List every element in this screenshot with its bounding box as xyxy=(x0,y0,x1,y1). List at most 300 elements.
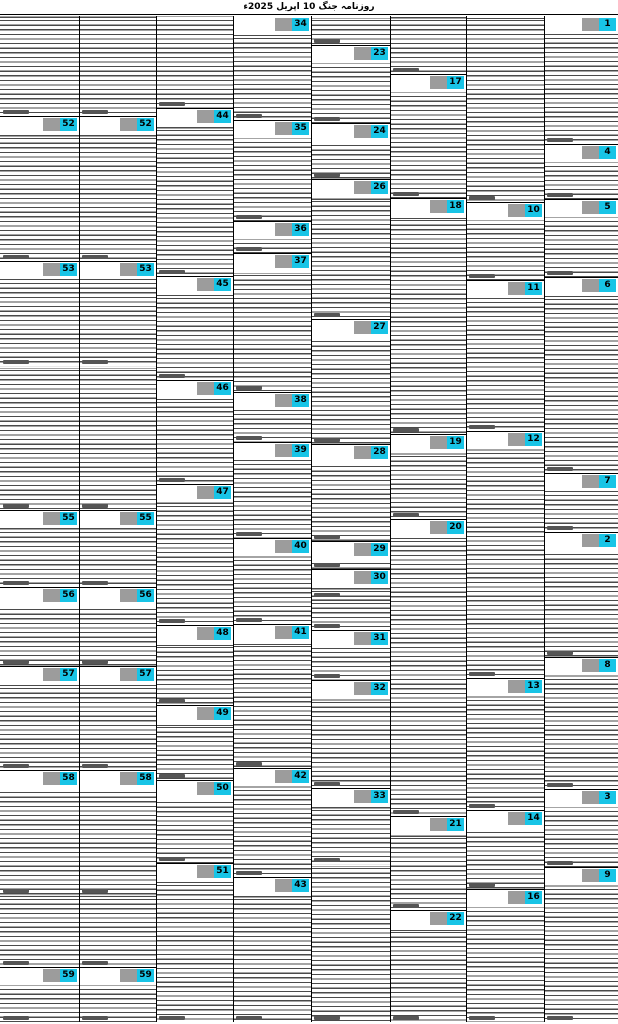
ad-number: 52 xyxy=(60,118,77,131)
ad-signature-mark xyxy=(547,651,573,655)
ad-signature-mark xyxy=(159,478,185,482)
ad-category-tag xyxy=(508,891,525,904)
ad-number-badge xyxy=(275,626,309,639)
classified-ad xyxy=(0,770,79,896)
classified-ad xyxy=(311,541,390,570)
ad-category-tag xyxy=(275,540,292,553)
classified-ad xyxy=(79,666,156,771)
ad-number-badge xyxy=(582,659,616,672)
classified-ad xyxy=(466,280,544,432)
ad-text-lines xyxy=(156,881,233,1022)
ad-category-tag xyxy=(354,571,371,584)
ad-signature-mark xyxy=(314,674,340,678)
ad-number: 38 xyxy=(292,394,309,407)
classified-ad xyxy=(466,678,544,811)
ad-text-lines xyxy=(544,885,618,1022)
ad-category-tag xyxy=(275,223,292,236)
ad-signature-mark xyxy=(159,374,185,378)
ad-category-tag xyxy=(197,782,214,795)
ad-signature-mark xyxy=(3,961,29,965)
ad-number-badge xyxy=(582,869,616,882)
ad-category-tag xyxy=(430,818,447,831)
ad-category-tag xyxy=(120,668,137,681)
column-divider xyxy=(79,16,80,1022)
ad-number-badge xyxy=(120,668,154,681)
ad-category-tag xyxy=(43,512,60,525)
ad-number-badge xyxy=(275,122,309,135)
classified-ad xyxy=(311,123,390,180)
ad-signature-mark xyxy=(547,861,573,865)
ad-text-lines xyxy=(544,295,618,473)
ad-signature-mark xyxy=(314,39,340,43)
classified-ad xyxy=(390,434,466,520)
ad-text-lines xyxy=(390,928,466,1022)
ad-text-lines xyxy=(156,723,233,780)
ad-text-lines xyxy=(390,92,466,198)
classified-ad xyxy=(544,657,618,790)
ad-signature-mark xyxy=(3,660,29,664)
ad-signature-mark xyxy=(236,215,262,219)
ad-signature-mark xyxy=(314,593,340,597)
ad-signature-mark xyxy=(314,782,340,786)
ad-number: 56 xyxy=(137,589,154,602)
ad-number: 30 xyxy=(371,571,388,584)
classified-ad xyxy=(233,877,311,1022)
ad-signature-mark xyxy=(314,563,340,567)
ad-number-badge xyxy=(430,912,464,925)
ad-number-badge xyxy=(354,321,388,334)
classified-ad xyxy=(0,116,79,262)
ad-number-badge xyxy=(354,543,388,556)
column-7 xyxy=(79,16,156,1022)
ad-signature-mark xyxy=(547,271,573,275)
ad-category-tag xyxy=(430,200,447,213)
ad-text-lines xyxy=(156,126,233,276)
ad-number: 16 xyxy=(525,891,542,904)
ad-text-lines xyxy=(466,220,544,280)
column-divider xyxy=(466,16,467,1022)
ad-signature-mark xyxy=(547,193,573,197)
ad-number: 33 xyxy=(371,790,388,803)
ad-number: 24 xyxy=(371,125,388,138)
ad-text-lines xyxy=(466,449,544,678)
ad-number: 35 xyxy=(292,122,309,135)
ad-number: 42 xyxy=(292,770,309,783)
ad-number-badge xyxy=(43,263,77,276)
date-line: روزنامہ جنگ 10 اپریل 2025ء xyxy=(243,2,375,12)
ad-signature-mark xyxy=(393,68,419,72)
classified-ad xyxy=(0,16,79,117)
ad-text-lines xyxy=(390,452,466,519)
ad-number-badge xyxy=(354,181,388,194)
ad-text-lines xyxy=(0,684,79,770)
ad-category-tag xyxy=(582,146,599,159)
column-divider xyxy=(544,16,545,1022)
ad-signature-mark xyxy=(393,810,419,814)
ad-signature-mark xyxy=(236,762,262,766)
ad-number: 39 xyxy=(292,444,309,457)
ad-number-badge xyxy=(43,118,77,131)
classified-ad xyxy=(233,442,311,539)
ad-text-lines xyxy=(0,16,79,116)
ad-number-badge xyxy=(275,223,309,236)
ad-number: 58 xyxy=(60,772,77,785)
ad-category-tag xyxy=(120,589,137,602)
classified-ad xyxy=(311,179,390,320)
ad-signature-mark xyxy=(547,526,573,530)
ad-text-lines xyxy=(311,864,390,1022)
ad-number: 34 xyxy=(292,18,309,31)
ad-text-lines xyxy=(544,675,618,789)
classified-ad xyxy=(544,789,618,868)
classified-ad xyxy=(156,705,233,781)
ad-number-badge xyxy=(197,382,231,395)
classified-ad xyxy=(544,199,618,278)
ad-text-lines xyxy=(156,294,233,380)
classified-ad xyxy=(311,45,390,124)
ad-text-lines xyxy=(466,696,544,810)
ad-number-badge xyxy=(508,204,542,217)
ad-signature-mark xyxy=(82,1016,108,1020)
ad-category-tag xyxy=(197,278,214,291)
ad-number-badge xyxy=(430,76,464,89)
ad-text-lines xyxy=(544,807,618,867)
ad-signature-mark xyxy=(3,764,29,768)
ad-signature-mark xyxy=(159,699,185,703)
classified-ad xyxy=(466,202,544,281)
ad-number-badge xyxy=(508,680,542,693)
ad-number: 26 xyxy=(371,181,388,194)
classified-ad xyxy=(233,624,311,769)
ad-number-badge xyxy=(197,782,231,795)
ad-category-tag xyxy=(508,282,525,295)
ad-number-badge xyxy=(275,394,309,407)
ad-number: 19 xyxy=(447,436,464,449)
classified-ad xyxy=(0,895,79,968)
ad-number: 5 xyxy=(599,201,616,214)
ad-number-badge xyxy=(582,791,616,804)
ad-signature-mark xyxy=(3,255,29,259)
ad-text-lines xyxy=(233,786,311,877)
column-divider xyxy=(156,16,157,1022)
classified-ad xyxy=(544,16,618,145)
ad-number-badge xyxy=(120,263,154,276)
classified-ad xyxy=(79,895,156,968)
ad-category-tag xyxy=(120,512,137,525)
ad-text-lines xyxy=(466,298,544,431)
ad-category-tag xyxy=(275,255,292,268)
ad-number-badge xyxy=(120,969,154,982)
ad-text-lines xyxy=(0,528,79,587)
classified-ad xyxy=(156,16,233,109)
ad-signature-mark xyxy=(159,619,185,623)
ad-category-tag xyxy=(354,125,371,138)
ad-number-badge xyxy=(508,891,542,904)
ad-text-lines xyxy=(233,642,311,768)
ad-text-lines xyxy=(233,271,311,392)
ad-number-badge xyxy=(43,589,77,602)
classified-ad xyxy=(390,16,466,75)
ad-text-lines xyxy=(390,834,466,910)
ad-category-tag xyxy=(508,680,525,693)
ad-signature-mark xyxy=(3,889,29,893)
classified-ad xyxy=(79,967,156,1022)
ad-signature-mark xyxy=(314,173,340,177)
ad-category-tag xyxy=(354,47,371,60)
ad-number: 1 xyxy=(599,18,616,31)
ad-number-badge xyxy=(430,436,464,449)
classified-ad xyxy=(156,625,233,706)
ad-number-badge xyxy=(197,278,231,291)
ad-number: 58 xyxy=(137,772,154,785)
ad-number-badge xyxy=(430,200,464,213)
ad-number-badge xyxy=(120,512,154,525)
ad-text-lines xyxy=(544,34,618,144)
ad-text-lines xyxy=(311,806,390,864)
ad-category-tag xyxy=(508,204,525,217)
ad-text-lines xyxy=(233,460,311,538)
ad-text-lines xyxy=(311,337,390,444)
ad-category-tag xyxy=(582,659,599,672)
ad-signature-mark xyxy=(469,425,495,429)
ad-number-badge xyxy=(197,110,231,123)
ad-number-badge xyxy=(197,865,231,878)
classified-ad xyxy=(544,277,618,474)
classified-ad xyxy=(233,538,311,625)
ad-number: 44 xyxy=(214,110,231,123)
ad-number-badge xyxy=(582,18,616,31)
ad-number: 40 xyxy=(292,540,309,553)
ad-number-badge xyxy=(582,201,616,214)
ad-category-tag xyxy=(582,534,599,547)
ad-signature-mark xyxy=(236,114,262,118)
ad-number: 4 xyxy=(599,146,616,159)
ad-text-lines xyxy=(466,16,544,202)
ad-text-lines xyxy=(79,366,156,510)
ad-signature-mark xyxy=(314,438,340,442)
ad-number: 28 xyxy=(371,446,388,459)
ad-text-lines xyxy=(390,216,466,434)
ad-number-badge xyxy=(120,589,154,602)
ad-number: 55 xyxy=(60,512,77,525)
ad-signature-mark xyxy=(82,660,108,664)
ad-category-tag xyxy=(582,279,599,292)
classified-ad xyxy=(311,788,390,865)
ad-number-badge xyxy=(275,540,309,553)
classified-ad xyxy=(311,319,390,445)
ad-signature-mark xyxy=(159,774,185,778)
ad-number: 48 xyxy=(214,627,231,640)
ad-text-lines xyxy=(233,556,311,624)
ad-category-tag xyxy=(275,879,292,892)
ad-number: 57 xyxy=(60,668,77,681)
ad-signature-mark xyxy=(314,1016,340,1020)
ad-text-lines xyxy=(544,550,618,657)
ad-signature-mark xyxy=(82,360,108,364)
classified-ad xyxy=(0,510,79,588)
ad-text-lines xyxy=(156,398,233,484)
ad-number-badge xyxy=(275,444,309,457)
ad-signature-mark xyxy=(236,1016,262,1020)
ad-number: 6 xyxy=(599,279,616,292)
ad-text-lines xyxy=(233,895,311,1022)
ad-signature-mark xyxy=(314,313,340,317)
ad-text-lines xyxy=(311,698,390,788)
ad-number: 10 xyxy=(525,204,542,217)
ad-signature-mark xyxy=(393,513,419,517)
ad-category-tag xyxy=(43,772,60,785)
ad-number-badge xyxy=(43,512,77,525)
ad-signature-mark xyxy=(314,535,340,539)
ad-category-tag xyxy=(354,543,371,556)
ad-signature-mark xyxy=(547,1016,573,1020)
ad-number-badge xyxy=(430,818,464,831)
ad-signature-mark xyxy=(82,961,108,965)
ad-signature-mark xyxy=(393,192,419,196)
ad-number: 22 xyxy=(447,912,464,925)
ad-text-lines xyxy=(79,684,156,770)
ad-number-badge xyxy=(582,475,616,488)
ad-text-lines xyxy=(79,528,156,587)
ad-category-tag xyxy=(197,865,214,878)
ad-signature-mark xyxy=(236,386,262,390)
ad-number: 8 xyxy=(599,659,616,672)
classified-ad xyxy=(233,16,311,121)
classified-ad xyxy=(311,444,390,542)
ad-signature-mark xyxy=(236,436,262,440)
ad-text-lines xyxy=(156,16,233,108)
ad-number: 53 xyxy=(60,263,77,276)
classified-ad xyxy=(0,587,79,667)
classified-ad xyxy=(79,116,156,262)
classified-ad xyxy=(390,519,466,817)
ad-category-tag xyxy=(582,475,599,488)
ad-signature-mark xyxy=(469,196,495,200)
ad-signature-mark xyxy=(547,467,573,471)
ad-category-tag xyxy=(354,181,371,194)
ad-number: 14 xyxy=(525,812,542,825)
ad-text-lines xyxy=(233,34,311,120)
classified-ad xyxy=(311,16,390,46)
ad-category-tag xyxy=(354,321,371,334)
column-8 xyxy=(0,16,79,1022)
ad-category-tag xyxy=(430,76,447,89)
ad-category-tag xyxy=(508,812,525,825)
column-5 xyxy=(233,16,311,1022)
ad-text-lines xyxy=(233,138,311,221)
ad-number-badge xyxy=(508,812,542,825)
ad-signature-mark xyxy=(469,1016,495,1020)
ad-number-badge xyxy=(508,282,542,295)
ad-category-tag xyxy=(197,486,214,499)
classified-ad xyxy=(156,380,233,485)
ad-signature-mark xyxy=(82,889,108,893)
ad-number: 59 xyxy=(60,969,77,982)
ad-category-tag xyxy=(275,770,292,783)
ad-signature-mark xyxy=(314,624,340,628)
ad-signature-mark xyxy=(547,138,573,142)
column-divider xyxy=(311,16,312,1022)
ad-category-tag xyxy=(120,263,137,276)
classified-ad xyxy=(79,16,156,117)
masthead xyxy=(0,0,618,15)
ad-number: 43 xyxy=(292,879,309,892)
ad-signature-mark xyxy=(236,618,262,622)
column-1 xyxy=(544,16,618,1022)
ad-number: 13 xyxy=(525,680,542,693)
ad-text-lines xyxy=(311,462,390,541)
ad-category-tag xyxy=(120,118,137,131)
ad-category-tag xyxy=(430,521,447,534)
ad-text-lines xyxy=(0,279,79,366)
classified-ad xyxy=(233,392,311,443)
ad-number: 55 xyxy=(137,512,154,525)
ad-signature-mark xyxy=(393,428,419,432)
classified-ad xyxy=(544,144,618,200)
ad-category-tag xyxy=(197,627,214,640)
classified-ad xyxy=(79,587,156,667)
ad-category-tag xyxy=(120,969,137,982)
ad-number-badge xyxy=(43,969,77,982)
classified-ad xyxy=(79,261,156,367)
ad-number-badge xyxy=(43,772,77,785)
ad-number: 56 xyxy=(60,589,77,602)
ad-number: 37 xyxy=(292,255,309,268)
ad-text-lines xyxy=(466,907,544,1022)
ad-number-badge xyxy=(430,521,464,534)
ad-category-tag xyxy=(197,110,214,123)
classified-ad xyxy=(466,431,544,679)
ad-category-tag xyxy=(508,433,525,446)
ad-number: 53 xyxy=(137,263,154,276)
ad-number: 49 xyxy=(214,707,231,720)
ad-number-badge xyxy=(197,627,231,640)
ad-signature-mark xyxy=(3,1016,29,1020)
classified-ad xyxy=(0,666,79,771)
ad-signature-mark xyxy=(82,255,108,259)
classified-ad xyxy=(544,473,618,533)
classified-ad xyxy=(390,910,466,1022)
ad-number: 59 xyxy=(137,969,154,982)
ad-number: 7 xyxy=(599,475,616,488)
ad-text-lines xyxy=(0,788,79,895)
ad-number: 52 xyxy=(137,118,154,131)
ad-signature-mark xyxy=(82,764,108,768)
ad-category-tag xyxy=(582,869,599,882)
ad-signature-mark xyxy=(469,274,495,278)
ad-category-tag xyxy=(43,118,60,131)
classified-ad xyxy=(390,198,466,435)
classified-ad xyxy=(466,16,544,203)
ad-number-badge xyxy=(354,446,388,459)
ad-number-badge xyxy=(582,534,616,547)
ad-number-badge xyxy=(582,146,616,159)
ad-category-tag xyxy=(120,772,137,785)
ad-category-tag xyxy=(275,394,292,407)
ad-text-lines xyxy=(156,643,233,705)
ad-number-badge xyxy=(354,47,388,60)
ad-category-tag xyxy=(354,632,371,645)
ad-category-tag xyxy=(275,122,292,135)
classified-ad xyxy=(233,253,311,393)
ad-number-badge xyxy=(354,790,388,803)
classified-ad xyxy=(544,867,618,1022)
ad-category-tag xyxy=(43,263,60,276)
ad-text-lines xyxy=(79,788,156,895)
ad-category-tag xyxy=(43,969,60,982)
ad-category-tag xyxy=(354,446,371,459)
ad-text-lines xyxy=(390,537,466,816)
